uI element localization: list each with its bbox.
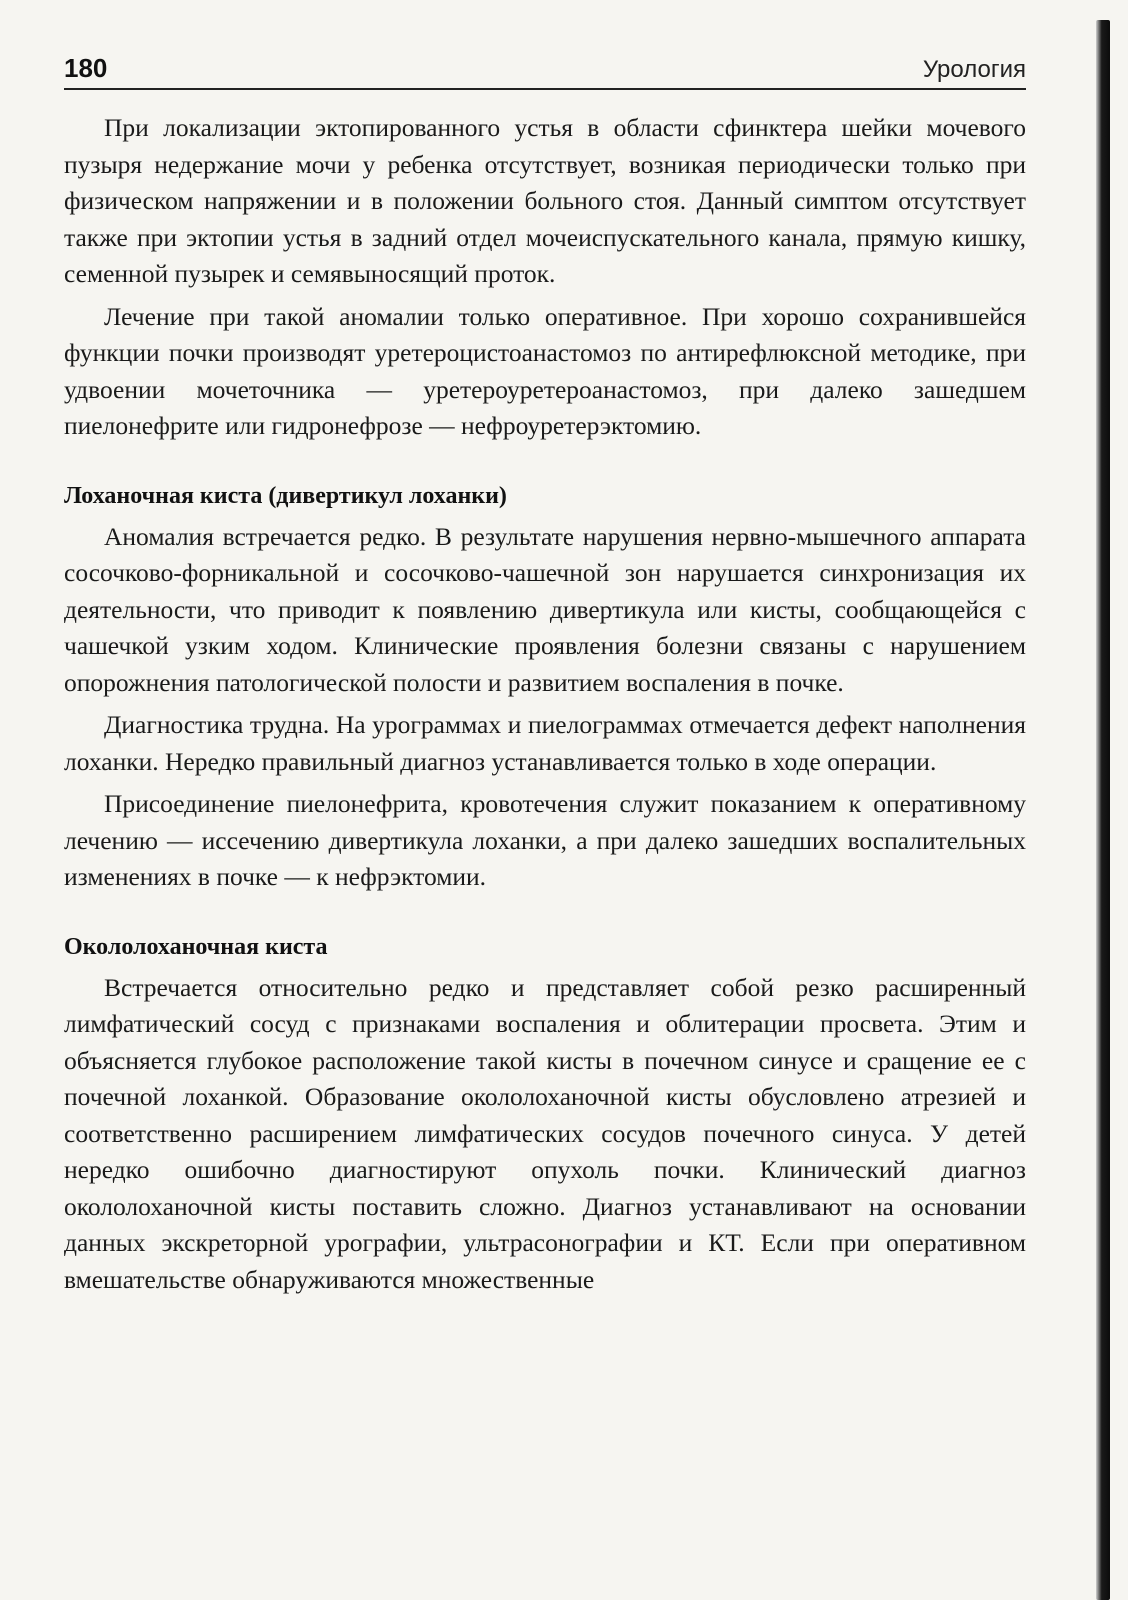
heading-pelvic-cyst: Лоханочная киста (дивертикул лоханки) <box>64 482 507 509</box>
page-body <box>64 110 1026 1304</box>
heading-peripelvic-cyst: Окололоханочная киста <box>64 933 328 960</box>
paragraph-ectopic-ureter: При локализации эктопированного устья в области сфинктера шейки мочевого пузыря недержание мочи у ребенка отсутствует, возникая периодически только при физическом напряжении и в положении больного стоя. Данный симптом отсутствует также при эктопии устья в задний отдел мочеиспускательного канала, прямую кишку, семенной пузырек и семявыносящий проток. <box>64 113 1026 288</box>
book-spine-shadow <box>1096 20 1110 1600</box>
page-number: 180 <box>64 53 108 83</box>
paragraph-pelvic-cyst-treatment: Присоединение пиелонефрита, кровотечения служит показанием к оперативному лечению — иссечению дивертикула лоханки, а при далеко зашедших воспалительных изменениях в почке — к нефрэктомии. <box>64 789 1026 891</box>
paragraph-peripelvic-cyst: Встречается относительно редко и представляет собой резко расширенный лимфатический сосуд с признаками воспаления и облитерации просвета. Этим и объясняется глубокое расположение такой кисты в почечном синусе и сращение ее с почечной лоханкой. Образование окололоханочной кисты обусловлено атрезией и соответственно расширением лимфатических сосудов почечного синуса. У детей нередко ошибочно диагностируют опухоль почки. Клинический диагноз окололоханочной кисты поставить сложно. Диагноз устанавливают на основании данных экскреторной урографии, ультрасонографии и КТ. Если при оперативном вмешательстве обнаруживаются множественные <box>64 972 1026 1294</box>
section-title: Урология <box>922 56 1026 83</box>
paragraph-treatment: Лечение при такой аномалии только оперативное. При хорошо сохранившейся функции почки производят уретероцистоанастомоз по антирефлюксной методике, при удвоении мочеточника — уретероуретероанастомоз, при далеко зашедшем пиелонефрите или гидронефрозе — нефроуретерэктомию. <box>64 301 1026 440</box>
paragraph-pelvic-cyst-diagnosis: Диагностика трудна. На урограммах и пиелограммах отмечается дефект наполнения лоханки. Нередко правильный диагноз устанавливается только в ходе операции. <box>64 710 1026 776</box>
paragraph-pelvic-cyst-description: Аномалия встречается редко. В результате нарушения нервно-мышечного аппарата сосочково-форникальной и сосочково-чашечной зон нарушается синхронизация их деятельности, что приводит к появлению дивертикула или кисты, сообщающейся с чашечкой узким ходом. Клинические проявления болезни связаны с нарушением опорожнения патологической полости и развитием воспаления в почке. <box>64 521 1026 697</box>
running-head <box>64 52 1026 90</box>
